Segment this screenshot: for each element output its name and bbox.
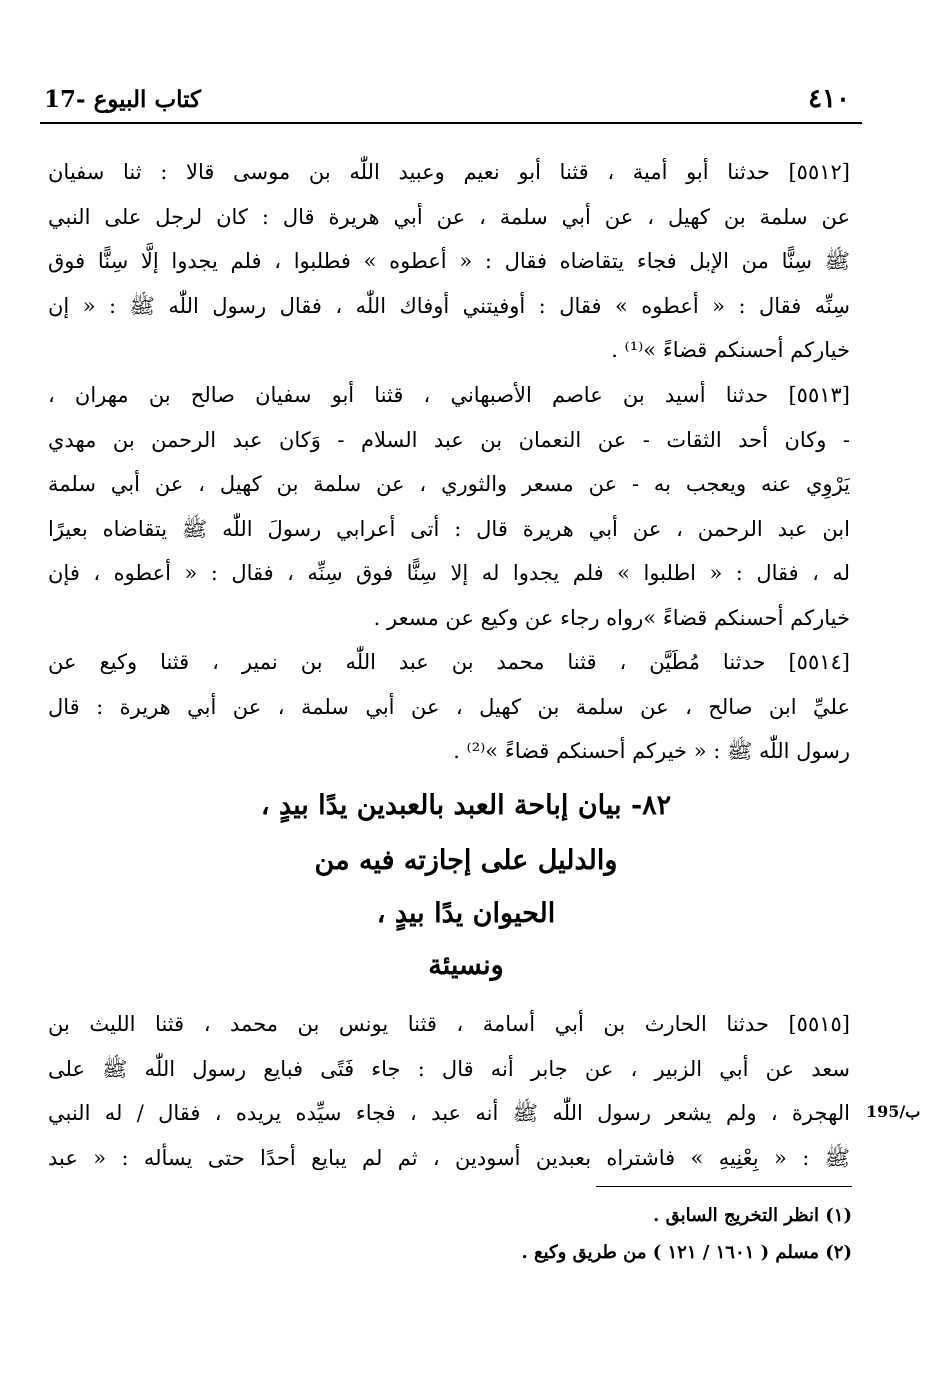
text-line: يَرْوِي عنه ويعجب به - عن مسعر والثوري ، عن سلمة بن كهيل ، عن أبي سلمة — [48, 472, 850, 496]
text-line: [٥٥١٣] حدثنا أسيد بن عاصم الأصبهاني ، قثنا أبو سفيان صالح بن مهران ، — [48, 383, 850, 407]
text-line: سعد عن أبي الزبير ، عن جابر أنه قال : جاء فَتًى فبايع رسول اللّٰه ﷺ على — [48, 1056, 850, 1081]
section-heading-line-4: ونسيئة — [428, 950, 504, 981]
hadith-5513 — [48, 373, 850, 640]
chapter-title: 17- كتاب البيوع — [44, 86, 202, 113]
text-line: الهجرة ، ولم يشعر رسول اللّٰه ﷺ أنه عبد ، فجاء سيِّده يريده ، فقال / له النبي — [48, 1101, 850, 1125]
page-header — [40, 82, 862, 124]
text-line: عليِّ ابن صالح ، عن سلمة بن كهيل ، عن أبي سلمة ، عن أبي هريرة : قال — [48, 694, 850, 719]
text-line: خياركم أحسنكم قضاءً »⁽¹⁾ . — [611, 338, 850, 362]
manuscript-folio-note: 195/ب — [866, 1102, 921, 1121]
page-number: ٤١٠ — [808, 84, 850, 114]
text-line: له ، فقال : « اطلبوا » فلم يجدوا له إلا سِنًّا فوق سِنِّه ، فقال : « أعطوه ، فإن — [48, 561, 850, 585]
text-line: [٥٥١٤] حدثنا مُطَيَّن ، قثنا محمد بن عبد اللّٰه بن نمير ، قثنا وكيع عن — [48, 650, 850, 674]
section-heading-line-2: والدليل على إجازته فيه من — [314, 845, 618, 876]
text-line: خياركم أحسنكم قضاءً »رواه رجاء عن وكيع عن مسعر . — [373, 605, 850, 630]
hadith-5515 — [48, 1002, 850, 1180]
text-line: [٥٥١٥] حدثنا الحارث بن أبي أسامة ، قثنا يونس بن محمد ، قثنا الليث بن — [48, 1012, 850, 1036]
text-line: - وكان أحد الثقات - عن النعمان بن عبد السلام - وَكان عبد الرحمن بن مهدي — [48, 427, 850, 452]
hadith-5514 — [48, 640, 850, 774]
footnote-2: (٢) مسلم ( ١٦٠١ / ١٢١ ) من طريق وكيع . — [521, 1242, 852, 1263]
hadith-5512 — [48, 150, 850, 373]
section-heading-line-3: الحيوان يدًا بيدٍ ، — [376, 898, 556, 929]
text-line: [٥٥١٢] حدثنا أبو أمية ، قثنا أبو نعيم وعبيد اللّٰه بن موسى قالا : ثنا سفيان — [48, 160, 850, 184]
text-line: رسول اللّٰه ﷺ : « خيركم أحسنكم قضاءً »⁽²⁾ . — [453, 739, 850, 763]
text-line: سِنِّه فقال : « أعطوه » فقال : أوفيتني أوفاك اللّٰه ، فقال رسول اللّٰه ﷺ : « إن — [48, 293, 850, 318]
footnote-divider — [596, 1186, 852, 1187]
text-line: ابن عبد الرحمن ، عن أبي هريرة قال : أتى أعرابي رسولَ اللّٰه ﷺ يتقاضاه بعيرًا — [48, 516, 850, 541]
text-line: ﷺ : « بِعْنِيهِ » فاشتراه بعبدين أسودين ، ثم لم يبايع أحدًا حتى يسأله : « عبد — [48, 1145, 850, 1170]
footnote-1: (١) انظر التخريج السابق . — [653, 1205, 852, 1226]
text-line: ﷺ سِنًّا من الإبل فجاء يتقاضاه فقال : « أعطوه » فطلبوا ، فلم يجدوا إلَّا سِنًّا فوق — [48, 249, 850, 273]
section-heading-line-1: ٨٢- بيان إباحة العبد بالعبدين يدًا بيدٍ ، — [260, 790, 672, 821]
text-line: عن سلمة بن كهيل ، عن أبي سلمة ، عن أبي هريرة قال : كان لرجل على النبي — [48, 204, 850, 229]
